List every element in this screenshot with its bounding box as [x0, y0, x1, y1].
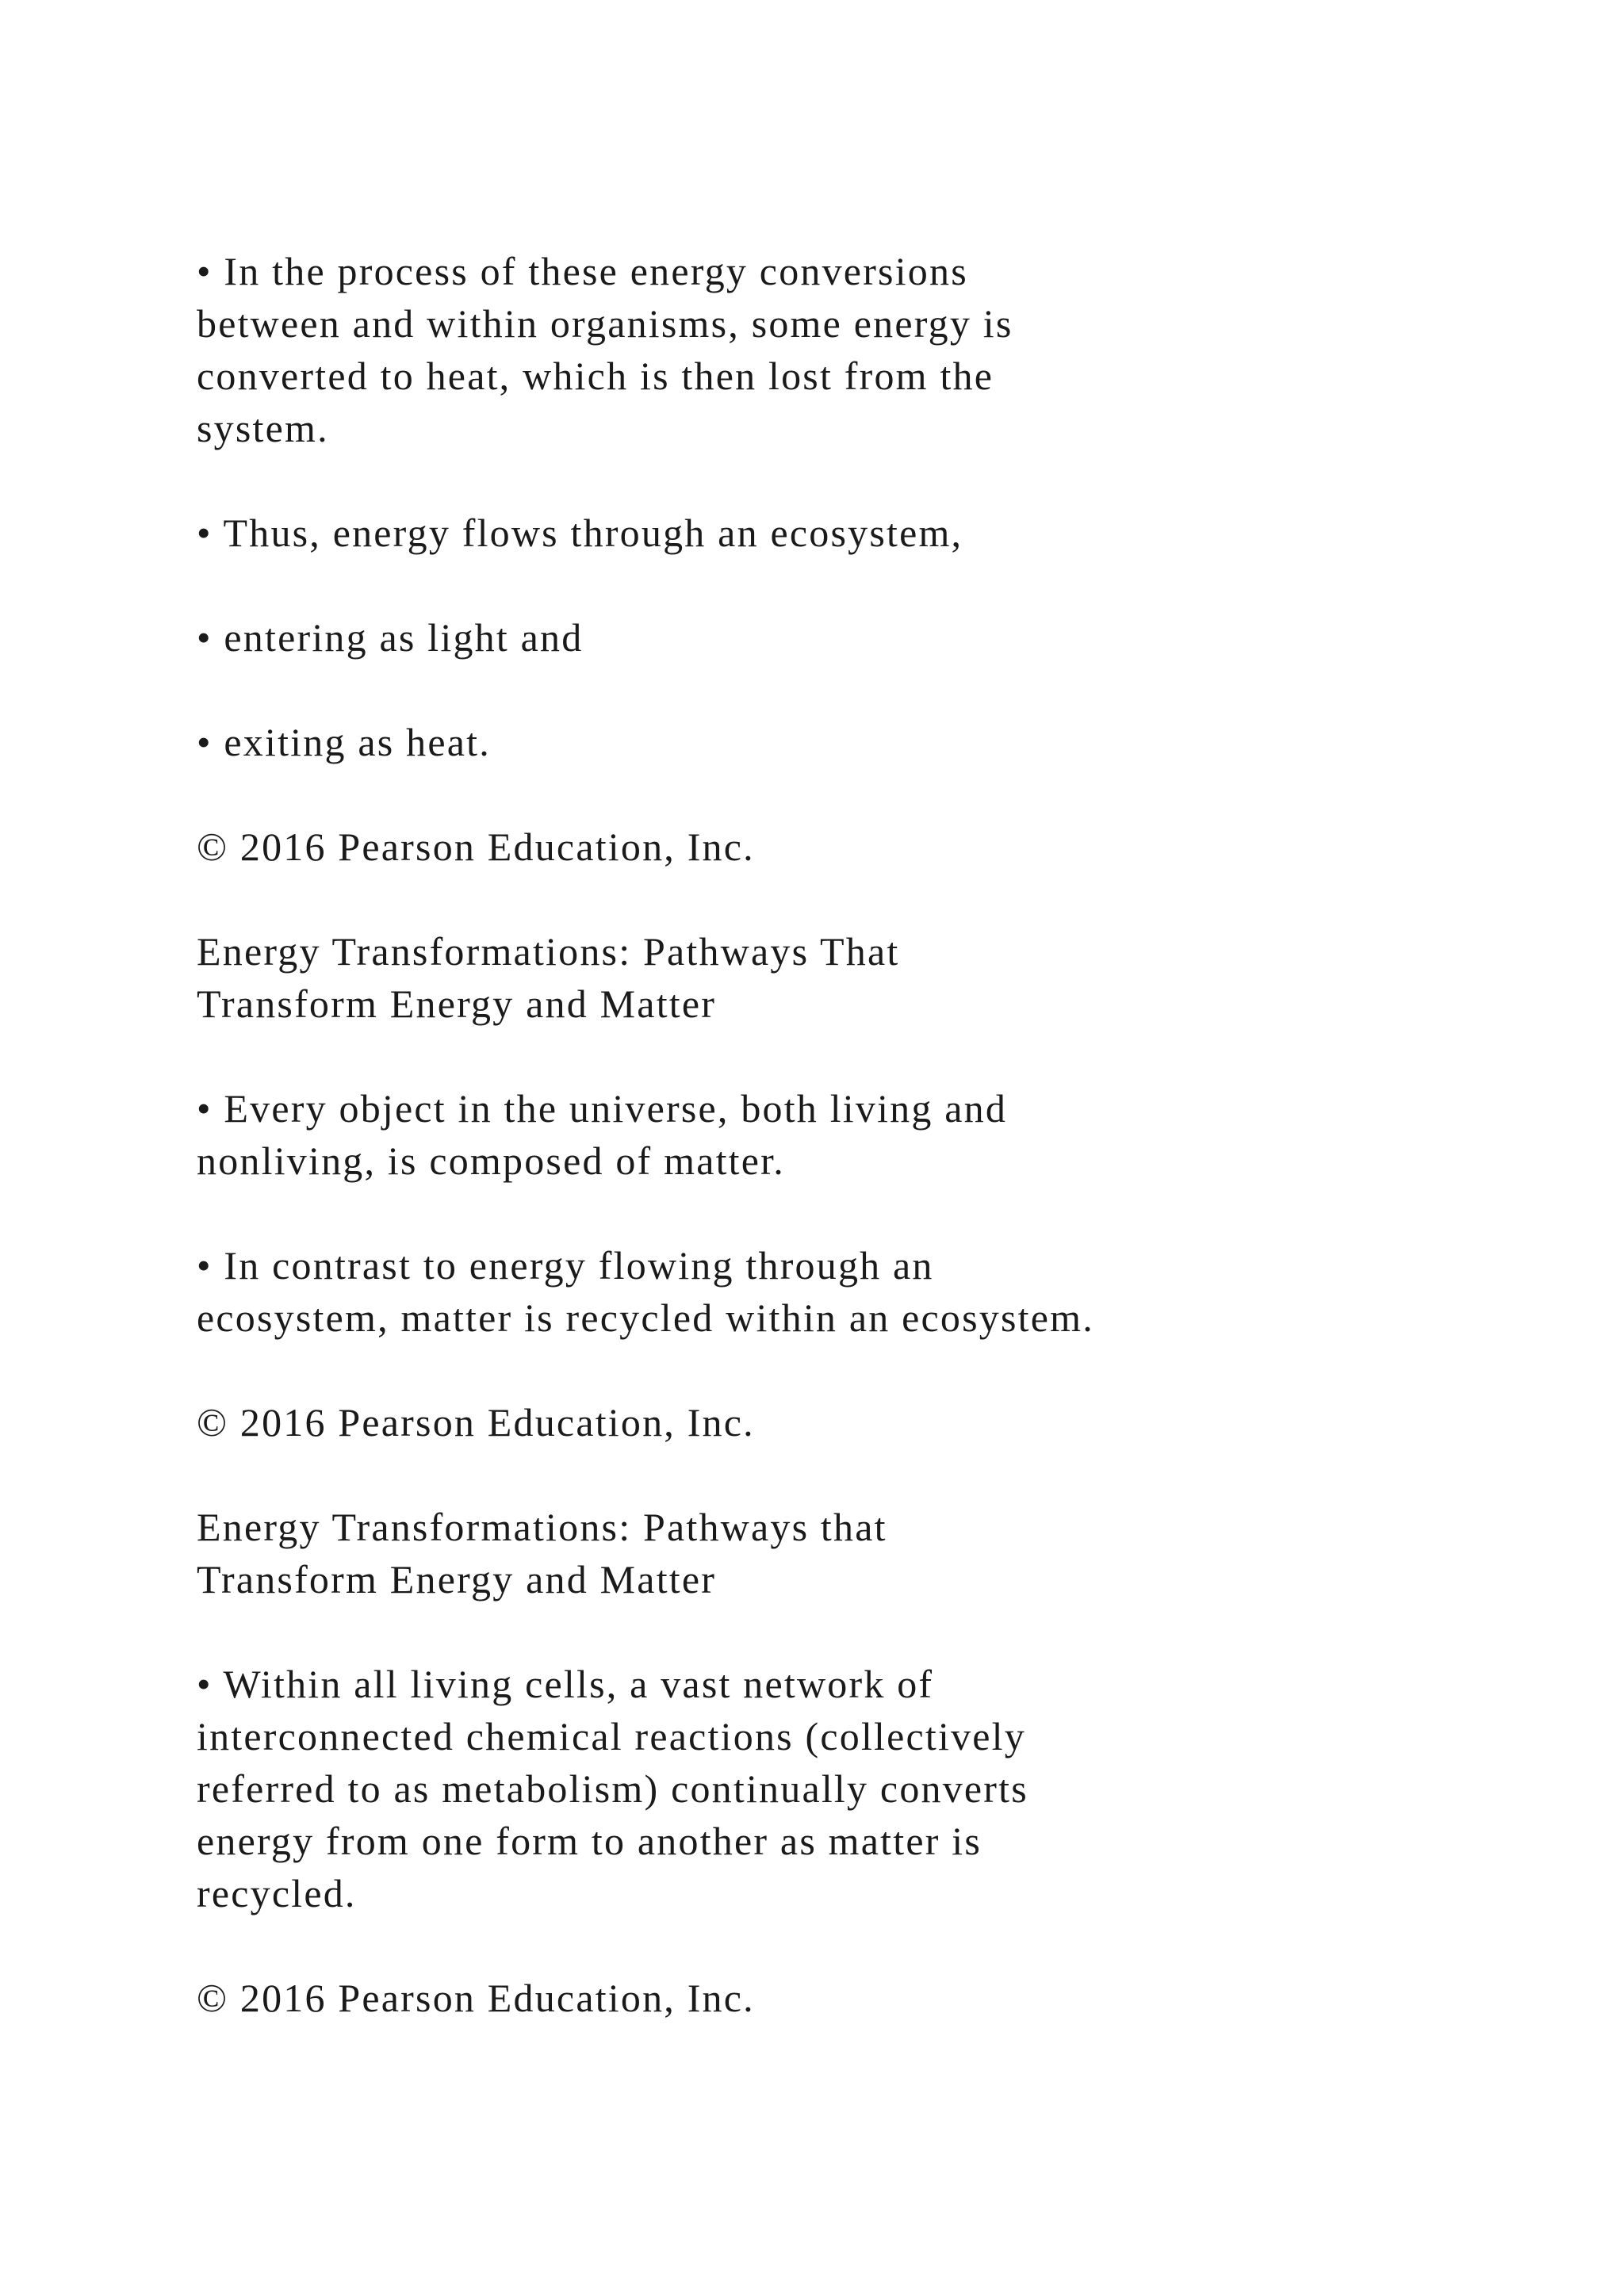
copyright-notice: © 2016 Pearson Education, Inc. — [197, 1976, 755, 2020]
bullet-paragraph: • Thus, energy flows through an ecosystem, — [197, 511, 963, 555]
section-heading: Energy Transformations: Pathways that Transform Energy and Matter — [197, 1505, 887, 1601]
copyright-notice: © 2016 Pearson Education, Inc. — [197, 825, 755, 869]
bullet-paragraph: • In contrast to energy flowing through an ecosystem, matter is recycled within an ecosystem. — [197, 1243, 1094, 1340]
copyright-notice: © 2016 Pearson Education, Inc. — [197, 1400, 755, 1445]
bullet-paragraph: • In the process of these energy conversions between and within organisms, some energy is converted to heat, which is then lost from the system. — [197, 249, 1013, 450]
bullet-paragraph: • Within all living cells, a vast network of interconnected chemical reactions (collectively referred to as metabolism) continually converts energy from one form to another as matter is recycled. — [197, 1662, 1028, 1915]
document-body — [197, 245, 1505, 2024]
bullet-paragraph: • exiting as heat. — [197, 720, 491, 764]
bullet-paragraph: • Every object in the universe, both living and nonliving, is composed of matter. — [197, 1086, 1008, 1183]
section-heading: Energy Transformations: Pathways That Transform Energy and Matter — [197, 929, 900, 1026]
bullet-paragraph: • entering as light and — [197, 615, 584, 660]
